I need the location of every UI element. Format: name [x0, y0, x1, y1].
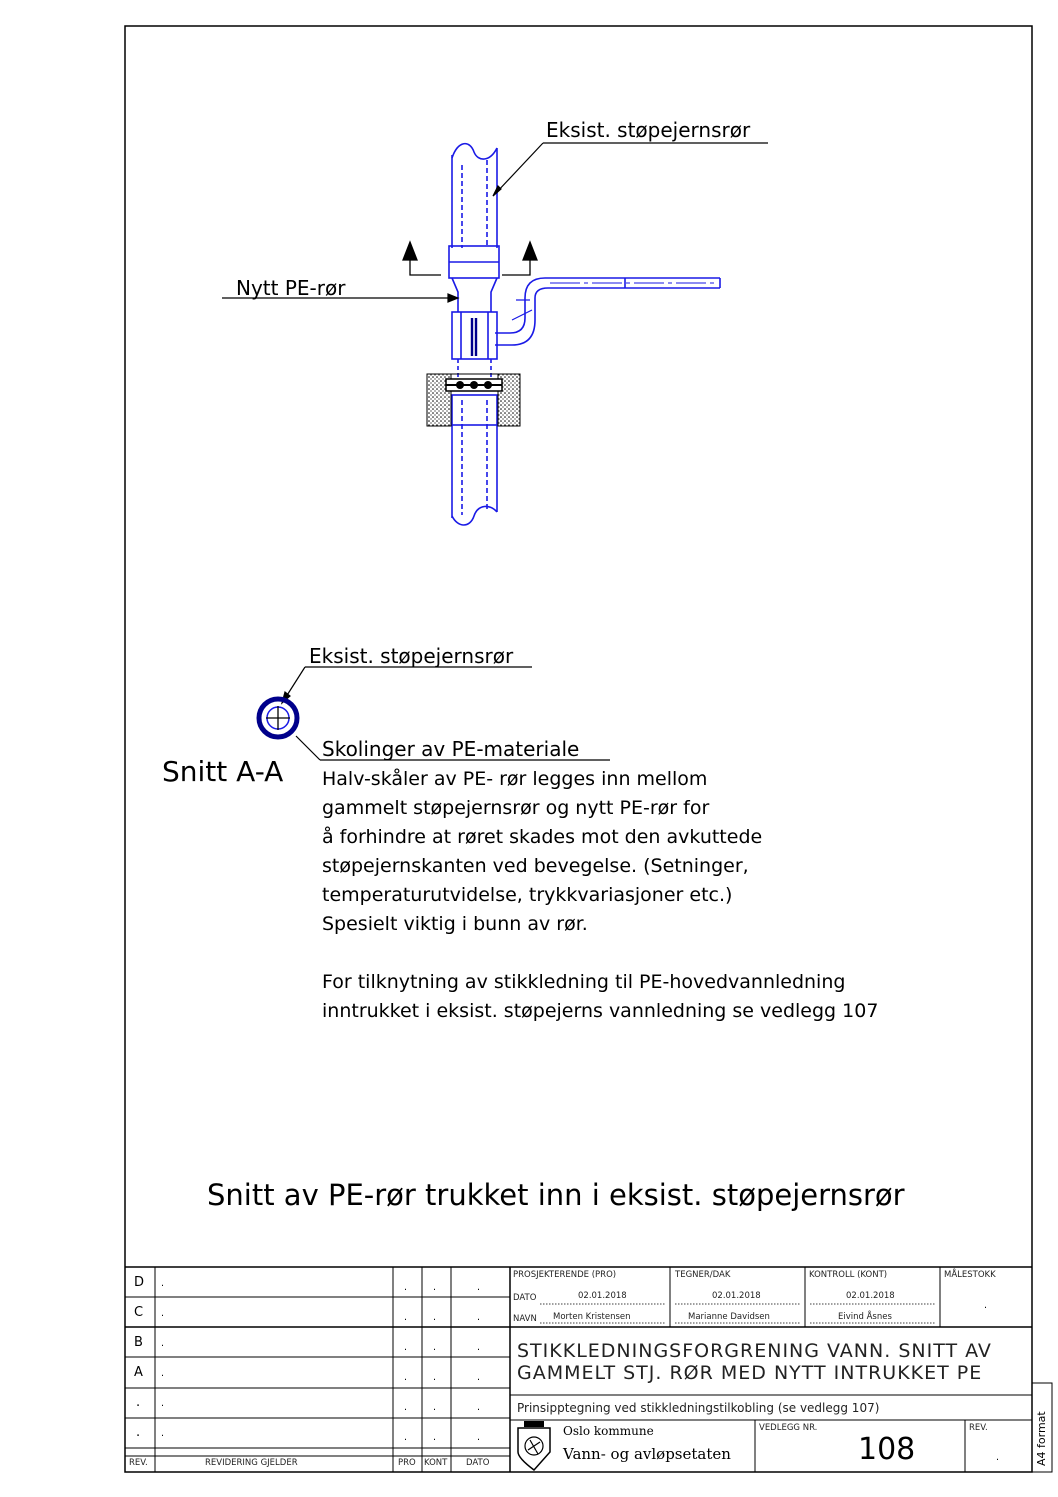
- rev-text: .: [161, 1278, 165, 1289]
- label-new-pe-pipe: Nytt PE-rør: [236, 276, 346, 300]
- oslo-crest-logo: [518, 1421, 550, 1470]
- navn-label: NAVN: [513, 1314, 537, 1324]
- drawing-main-title: Snitt av PE-rør trukket inn i eksist. støpejernsrør: [207, 1178, 905, 1212]
- footer-kont: KONT: [424, 1458, 448, 1468]
- title-line-1: STIKKLEDNINGSFORGRENING VANN. SNITT AV: [517, 1340, 992, 1362]
- label-existing-pipe-section: Eksist. støpejernsrør: [309, 644, 514, 668]
- rev-label: REV.: [969, 1423, 988, 1433]
- header-tegner: TEGNER/DAK: [675, 1270, 731, 1280]
- format-label: A4 format: [1035, 1411, 1048, 1466]
- note-line: inntrukket i eksist. støpejerns vannledning se vedlegg 107: [322, 1000, 879, 1022]
- note-line: å forhindre at røret skades mot den avkuttede: [322, 826, 763, 848]
- note-block: [322, 765, 878, 1026]
- rev-dato: .: [477, 1372, 481, 1383]
- note-line: For tilknytning av stikkledning til PE-hovedvannledning: [322, 971, 846, 993]
- note-line: temperaturutvidelse, trykkvariasjoner etc.): [322, 884, 733, 906]
- note-line: gammelt støpejernsrør og nytt PE-rør for: [322, 797, 710, 819]
- note-line: Spesielt viktig i bunn av rør.: [322, 913, 588, 935]
- org-line-2: Vann- og avløpsetaten: [563, 1445, 731, 1463]
- vedlegg-number: 108: [858, 1432, 916, 1467]
- rev-text: .: [161, 1338, 165, 1349]
- footer-rev: REV.: [129, 1458, 148, 1468]
- rev-text: .: [161, 1398, 165, 1409]
- note-line: [322, 939, 878, 968]
- name-tegner: Marianne Davidsen: [688, 1312, 770, 1322]
- rev-kont: .: [433, 1432, 437, 1443]
- rev-pro: .: [404, 1342, 408, 1353]
- rev-kont: .: [433, 1312, 437, 1323]
- rev-kont: .: [433, 1342, 437, 1353]
- rev-value: .: [996, 1452, 1000, 1463]
- malestokk-value: .: [984, 1300, 988, 1311]
- concrete-block: [427, 374, 520, 426]
- rev-kont: .: [433, 1372, 437, 1383]
- section-arrows: [403, 242, 537, 275]
- footer-dato: DATO: [466, 1458, 490, 1468]
- rev-dato: .: [477, 1312, 481, 1323]
- subtitle: Prinsipptegning ved stikkledningstilkobling (se vedlegg 107): [517, 1401, 880, 1415]
- rev-letter: D: [134, 1275, 145, 1290]
- rev-dato: .: [477, 1432, 481, 1443]
- section-label: Snitt A-A: [162, 755, 284, 788]
- rev-kont: .: [433, 1402, 437, 1413]
- rev-text: .: [161, 1308, 165, 1319]
- header-malestokk: MÅLESTOKK: [944, 1270, 996, 1280]
- rev-letter: B: [134, 1335, 143, 1350]
- rev-dato: .: [477, 1342, 481, 1353]
- note-line: støpejernskanten ved bevegelse. (Setninger,: [322, 855, 749, 877]
- header-prosjekterende: PROSJEKTERENDE (PRO): [513, 1270, 617, 1280]
- title-line-2: GAMMELT STJ. RØR MED NYTT INTRUKKET PE: [517, 1362, 983, 1384]
- name-pro: Morten Kristensen: [553, 1312, 631, 1322]
- dato-label: DATO: [513, 1293, 537, 1303]
- date-tegner: 02.01.2018: [712, 1291, 761, 1301]
- vedlegg-label: VEDLEGG NR.: [759, 1423, 818, 1433]
- rev-text: .: [161, 1368, 165, 1379]
- rev-letter: .: [136, 1395, 141, 1410]
- pipe-elevation: [449, 144, 720, 525]
- rev-dato: .: [477, 1282, 481, 1293]
- note-line: Halv-skåler av PE- rør legges inn mellom: [322, 768, 708, 790]
- label-skolinger: Skolinger av PE-materiale: [322, 737, 580, 761]
- section-circle: [259, 699, 297, 737]
- date-pro: 02.01.2018: [578, 1291, 627, 1301]
- rev-pro: .: [404, 1312, 408, 1323]
- rev-letter: C: [134, 1305, 144, 1320]
- rev-kont: .: [433, 1282, 437, 1293]
- rev-pro: .: [404, 1282, 408, 1293]
- rev-dato: .: [477, 1402, 481, 1413]
- org-line-1: Oslo kommune: [563, 1424, 654, 1438]
- rev-pro: .: [404, 1402, 408, 1413]
- name-kontroll: Eivind Åsnes: [838, 1312, 892, 1322]
- rev-letter: .: [136, 1425, 141, 1440]
- rev-text: .: [161, 1428, 165, 1439]
- rev-pro: .: [404, 1432, 408, 1443]
- rev-pro: .: [404, 1372, 408, 1383]
- footer-revidering: REVIDERING GJELDER: [205, 1458, 298, 1468]
- footer-pro: PRO: [398, 1458, 416, 1468]
- date-kontroll: 02.01.2018: [846, 1291, 895, 1301]
- rev-letter: A: [134, 1365, 143, 1380]
- header-kontroll: KONTROLL (KONT): [809, 1270, 888, 1280]
- label-existing-pipe-top: Eksist. støpejernsrør: [546, 118, 751, 142]
